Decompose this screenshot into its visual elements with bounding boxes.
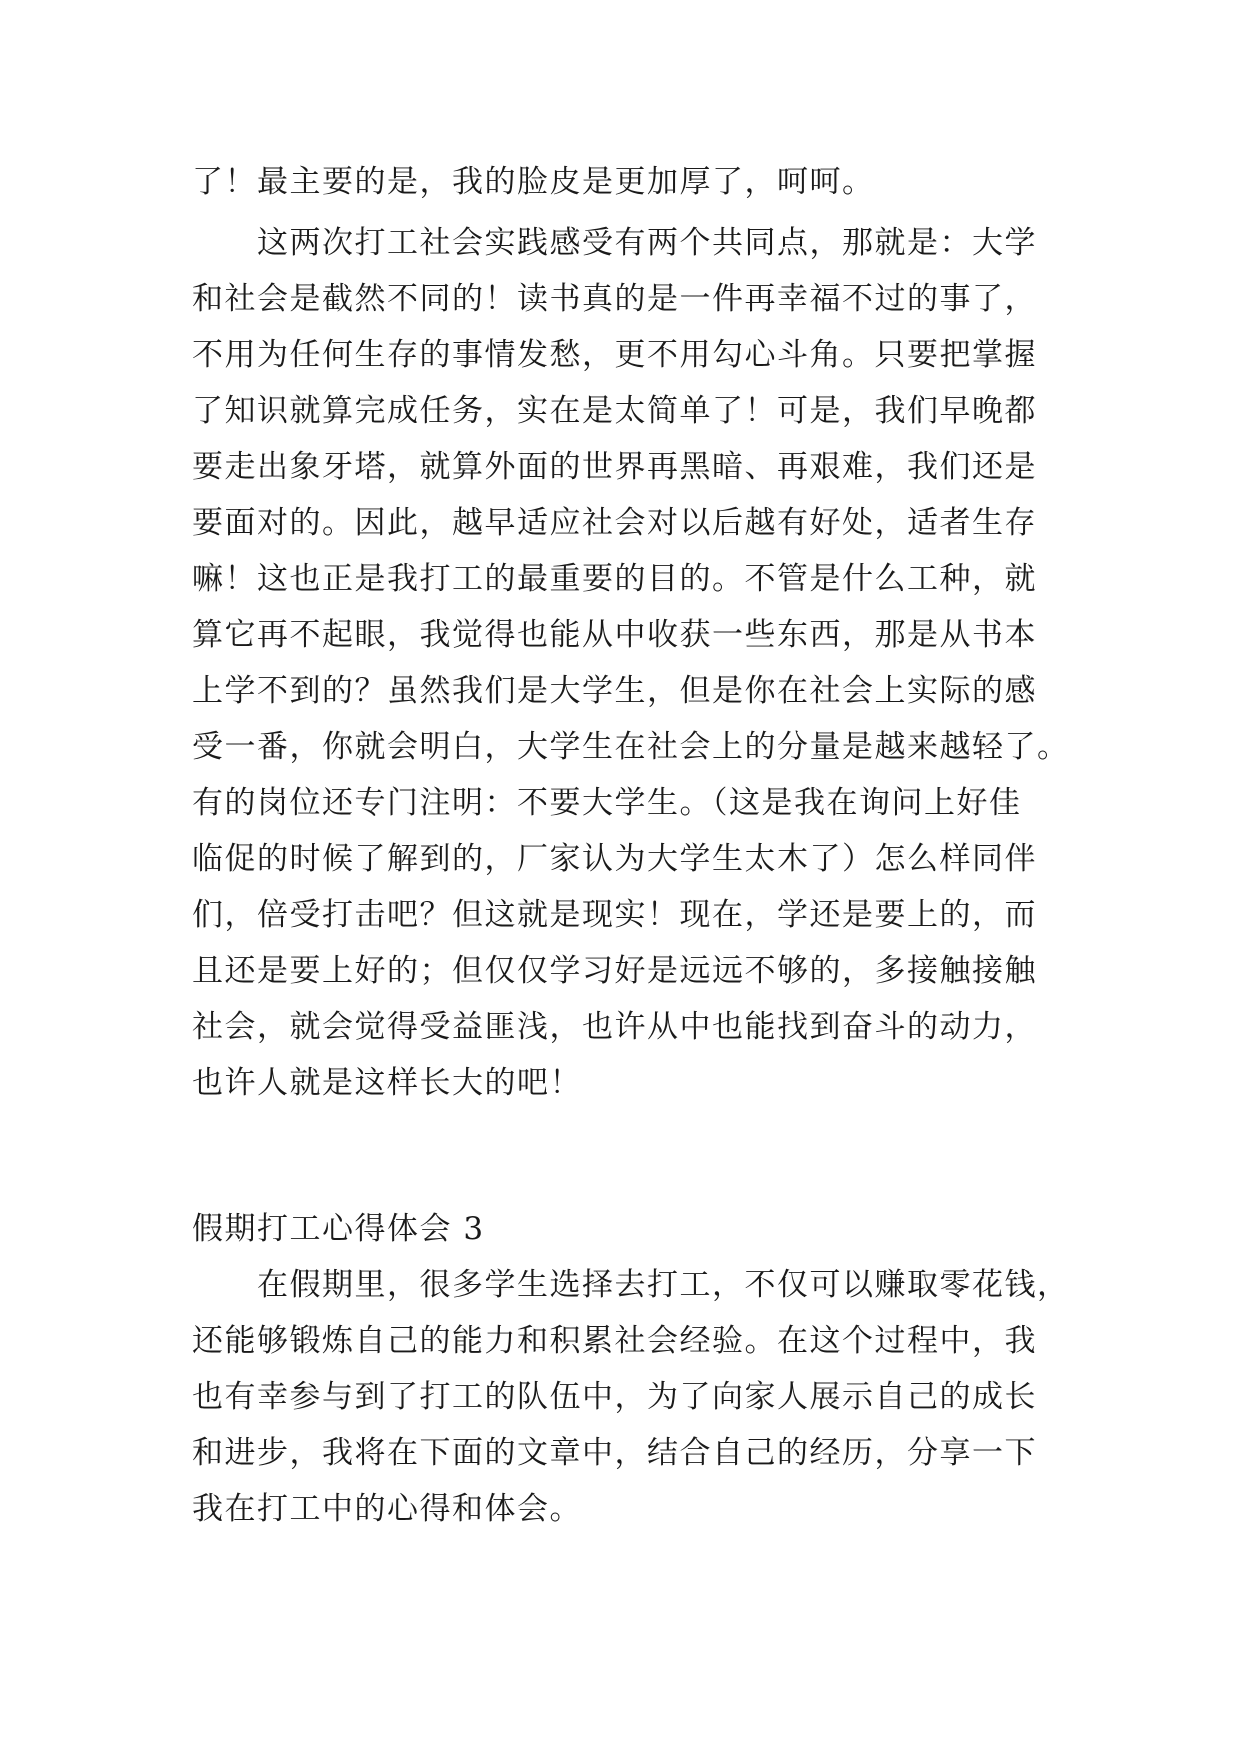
paragraph-line: 我在打工中的心得和体会。 xyxy=(192,1491,582,1527)
paragraph-line: 和进步，我将在下面的文章中，结合自己的经历，分享一下 xyxy=(192,1435,1037,1471)
paragraph-line: 有的岗位还专门注明：不要大学生。（这是我在询问上好佳 xyxy=(192,785,1022,821)
paragraph-line: 还能够锻炼自己的能力和积累社会经验。在这个过程中，我 xyxy=(192,1323,1037,1359)
paragraph-line: 这两次打工社会实践感受有两个共同点，那就是：大学 xyxy=(192,225,1037,261)
paragraph-line: 社会，就会觉得受益匪浅，也许从中也能找到奋斗的动力， xyxy=(192,1009,1037,1045)
paragraph-line: 在假期里，很多学生选择去打工，不仅可以赚取零花钱， xyxy=(192,1267,1070,1303)
paragraph-line: 们，倍受打击吧？但这就是现实！现在，学还是要上的，而 xyxy=(192,897,1037,933)
section-heading: 假期打工心得体会 3 xyxy=(192,1211,485,1247)
paragraph-line: 临促的时候了解到的，厂家认为大学生太木了）怎么样同伴 xyxy=(192,841,1037,877)
paragraph-line: 且还是要上好的；但仅仅学习好是远远不够的，多接触接触 xyxy=(192,953,1037,989)
paragraph-line: 不用为任何生存的事情发愁，更不用勾心斗角。只要把掌握 xyxy=(192,337,1037,373)
paragraph-line: 也有幸参与到了打工的队伍中，为了向家人展示自己的成长 xyxy=(192,1379,1037,1415)
paragraph-line: 受一番，你就会明白，大学生在社会上的分量是越来越轻了。 xyxy=(192,729,1070,765)
paragraph-line: 了！最主要的是，我的脸皮是更加厚了，呵呵。 xyxy=(192,164,875,200)
paragraph-line: 也许人就是这样长大的吧！ xyxy=(192,1065,582,1101)
paragraph-line: 要面对的。因此，越早适应社会对以后越有好处，适者生存 xyxy=(192,505,1037,541)
paragraph-line: 了知识就算完成任务，实在是太简单了！可是，我们早晚都 xyxy=(192,393,1037,429)
paragraph-line: 和社会是截然不同的！读书真的是一件再幸福不过的事了， xyxy=(192,281,1037,317)
paragraph-line: 上学不到的？虽然我们是大学生，但是你在社会上实际的感 xyxy=(192,673,1037,709)
paragraph-line: 算它再不起眼，我觉得也能从中收获一些东西，那是从书本 xyxy=(192,617,1037,653)
paragraph-line: 要走出象牙塔，就算外面的世界再黑暗、再艰难，我们还是 xyxy=(192,449,1037,485)
paragraph-line: 嘛！这也正是我打工的最重要的目的。不管是什么工种，就 xyxy=(192,561,1037,597)
